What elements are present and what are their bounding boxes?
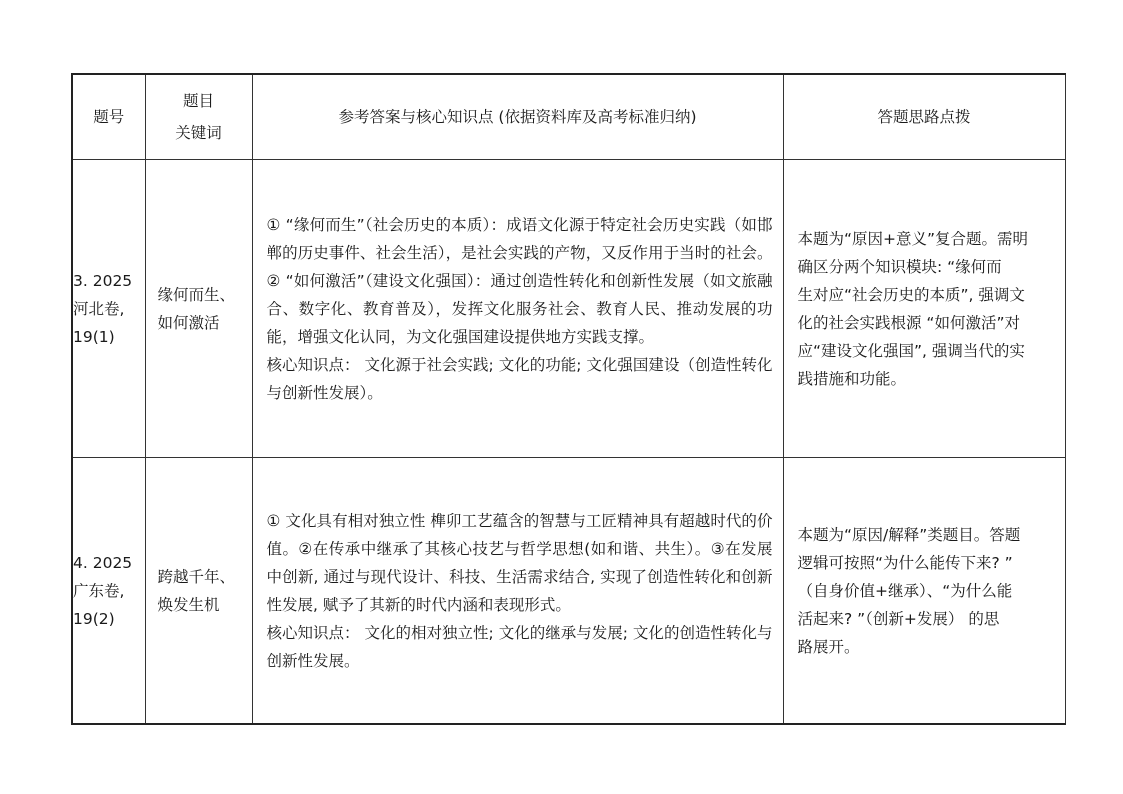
tip-line: 应“建设文化强国”, 强调当代的实 [797, 341, 1025, 360]
question-number-line: 4. 2025 [73, 553, 133, 572]
question-number-cell [72, 160, 145, 458]
answer-text: ① “缘何而生”（社会历史的本质）：成语文化源于特定社会历史实践（如邯郸的历史事件、社会生活），是社会实践的产物，又反作用于当时的社会。② “如何激活”（建设文化强国）：通过创造性转化和创新性发展（如文旅融合、数字化、教育普及），发挥文化服务社会、教育人民、推动发展的功能，增强文化认同，为文化强国建设提供地方实践支撑。 [266, 215, 773, 346]
tip-line: 确区分两个知识模块: “缘何而 [797, 257, 1002, 276]
question-number-line: 19(2) [73, 609, 115, 628]
answer-text: ① 文化具有相对独立性 榫卯工艺蕴含的智慧与工匠精神具有超越时代的价值。②在传承中继承了其核心技艺与哲学思想(如和谐、共生）。③在发展中创新, 通过与现代设计、科技、生活需求结合, 实现了创造性转化和创新性发展, 赋予了其新的时代内涵和表现形式。 [266, 511, 773, 614]
question-number-line: 19(1) [73, 327, 115, 346]
header-row [72, 74, 1065, 160]
tip-line: 本题为“原因/解释”类题目。答题 [797, 525, 1021, 544]
tip-line: 逻辑可按照“为什么能传下来? ” [797, 553, 1013, 572]
tip-line: （自身价值+继承）、“为什么能 [797, 581, 1013, 600]
header-answer: 参考答案与核心知识点 (依据资料库及高考标准归纳) [252, 74, 783, 160]
header-tips: 答题思路点拨 [783, 74, 1065, 160]
question-number-line: 3. 2025 [73, 271, 133, 290]
keyword-cell [145, 458, 252, 725]
tip-line: 践措施和功能。 [797, 369, 907, 388]
tip-line: 活起来? ”（创新+发展） 的思 [797, 609, 1000, 628]
tips-cell [783, 458, 1065, 725]
header-keyword [145, 74, 252, 160]
answer-cell [252, 458, 783, 725]
table-row [72, 160, 1065, 458]
keyword-line: 跨越千年、 [157, 567, 236, 586]
tip-line: 化的社会实践根源 “如何激活”对 [797, 313, 1020, 332]
question-number-line: 广东卷, [73, 581, 125, 600]
tip-line: 生对应“社会历史的本质”, 强调文 [797, 285, 1025, 304]
answer-knowledge: 核心知识点： 文化的相对独立性; 文化的继承与发展; 文化的创造性转化与创新性发展。 [266, 623, 773, 670]
answer-cell [252, 160, 783, 458]
question-number-cell [72, 458, 145, 725]
tips-cell [783, 160, 1065, 458]
keyword-line: 缘何而生、 [157, 285, 236, 304]
table-row [72, 458, 1065, 725]
keyword-line: 如何激活 [157, 313, 220, 332]
answer-table [71, 73, 1066, 725]
tip-line: 路展开。 [797, 637, 860, 656]
question-number-line: 河北卷, [73, 299, 125, 318]
header-keyword-line1: 题目 [182, 92, 214, 110]
tip-line: 本题为“原因+意义”复合题。需明 [797, 229, 1029, 248]
keyword-line: 焕发生机 [157, 595, 220, 614]
keyword-cell [145, 160, 252, 458]
answer-knowledge: 核心知识点： 文化源于社会实践; 文化的功能; 文化强国建设（创造性转化与创新性发展）。 [266, 355, 773, 402]
header-keyword-line2: 关键词 [175, 124, 222, 142]
header-number: 题号 [72, 74, 145, 160]
